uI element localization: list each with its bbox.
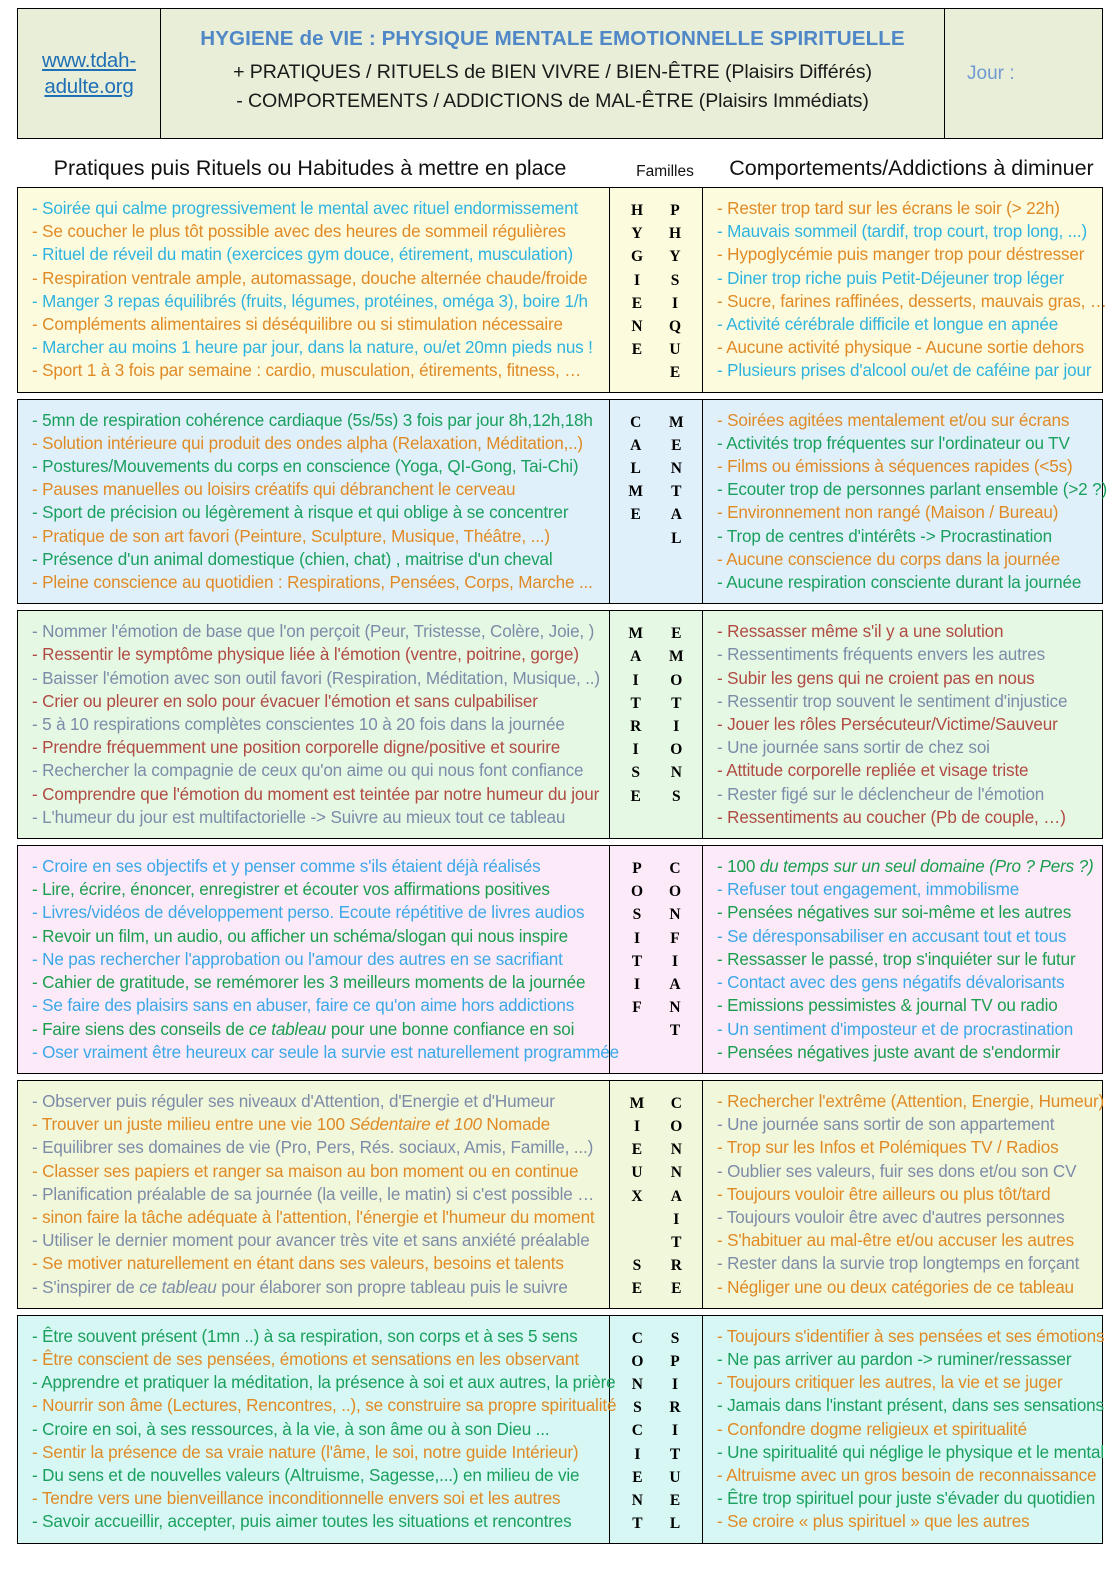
family-letter: G	[630, 248, 643, 266]
family-letter: N	[670, 764, 682, 782]
family-letter: L	[671, 529, 682, 547]
family-letter: U	[669, 341, 681, 359]
family-letter: A	[670, 506, 682, 524]
practices-list-calme-mental	[18, 400, 610, 604]
practices-list-hygiene-physique	[18, 188, 610, 392]
practice-item: - Pleine conscience au quotidien : Respirations, Pensées, Corps, Marche ...	[32, 573, 593, 593]
practice-item: - Se motiver naturellement en étant dans ses valeurs, besoins et talents	[32, 1254, 564, 1274]
practice-item: - Ne pas rechercher l'approbation ou l'amour des autres en se sacrifiant	[32, 949, 563, 969]
family-letter: X	[631, 1187, 643, 1205]
family-letter: Y	[669, 248, 681, 266]
behaviours-list-mieux-se-connaitre	[703, 1081, 1104, 1308]
practice-item: - Cahier de gratitude, se remémorer les 3 meilleurs moments de la journée	[32, 973, 586, 993]
practice-item: - Être conscient de ses pensées, émotions et sensations en les observant	[32, 1349, 579, 1369]
family-letter: O	[669, 883, 682, 901]
sections-container	[10, 187, 1109, 1544]
practice-item: - Postures/Mouvements du corps en conscience (Yoga, QI-Gong, Tai-Chi)	[32, 457, 579, 477]
practice-item: - Apprendre et pratiquer la méditation, la présence à soi et aux autres, la prière	[32, 1373, 616, 1393]
family-letter: U	[669, 1468, 681, 1486]
behaviour-item: - Mauvais sommeil (tardif, trop court, trop long, ...)	[717, 222, 1087, 242]
behaviours-list-calme-mental	[703, 400, 1107, 604]
behaviour-item: - Attitude corporelle repliée et visage triste	[717, 761, 1029, 781]
behaviour-item: - Activités trop fréquentes sur l'ordinateur ou TV	[717, 433, 1070, 453]
practice-item: - 5mn de respiration cohérence cardiaque (5s/5s) 3 fois par jour 8h,12h,18h	[32, 410, 593, 430]
practice-item: - Croire en soi, à ses ressources, à la vie, à son âme ou à son Dieu ...	[32, 1419, 550, 1439]
practice-item: - S'inspirer de ce tableau pour élaborer son propre tableau puis le suivre	[32, 1277, 568, 1297]
family-letter: T	[630, 694, 641, 712]
practices-list-positif-confiant	[18, 846, 619, 1073]
behaviour-item: - Se déresponsabiliser en accusant tout et tous	[717, 926, 1067, 946]
behaviour-item: - Rester figé sur le déclencheur de l'émotion	[717, 784, 1045, 804]
family-letter: I	[673, 718, 680, 735]
behaviour-item: - Rester trop tard sur les écrans le soir (> 22h)	[717, 199, 1060, 218]
practice-item: - Marcher au moins 1 heure par jour, dans la nature, ou/et 20mn pieds nus !	[32, 338, 593, 358]
day-label: Jour :	[967, 62, 1015, 84]
section-hygiene-physique	[17, 187, 1107, 393]
family-letter: C	[670, 1094, 682, 1112]
family-letter: I	[632, 741, 639, 759]
behaviour-item: - Ressentir trop souvent le sentiment d'injustice	[717, 691, 1068, 711]
header-title-cell	[161, 9, 945, 138]
family-letter: I	[672, 294, 679, 312]
family-letter: I	[633, 271, 640, 289]
family-letter: I	[633, 1118, 640, 1136]
column-header-practices: Pratiques puis Rituels ou Habitudes à mettre en place	[53, 156, 567, 180]
behaviour-item: - Trop de centres d'intérêts -> Procrastination	[717, 526, 1052, 546]
family-letter: Q	[669, 317, 682, 335]
family-letter: A	[630, 648, 642, 666]
family-letter: N	[670, 460, 682, 477]
practice-item: - Soirée qui calme progressivement le mental avec rituel endormissement	[32, 199, 579, 218]
practice-item: - Trouver un juste milieu entre une vie 100 Sédentaire et 100 Nomade	[32, 1115, 551, 1135]
family-column-left	[631, 1327, 643, 1543]
behaviour-item: - Rester dans la survie trop longtemps en forçant	[717, 1254, 1080, 1274]
behaviour-item: - Pensées négatives sur soi-même et les autres	[717, 903, 1072, 923]
day-field-cell[interactable]	[945, 9, 1102, 138]
behaviour-item: - Films ou émissions à séquences rapides (<5s)	[717, 457, 1073, 477]
practice-item: - Planification préalable de sa journée (la veille, le matin) si c'est possible …	[32, 1184, 595, 1204]
family-letter: F	[632, 999, 642, 1017]
column-header-families: Familles	[636, 163, 694, 180]
family-letter: E	[669, 364, 681, 382]
family-letter: S	[633, 1399, 642, 1417]
family-letter: N	[631, 317, 643, 335]
family-letter: I	[633, 929, 640, 947]
practice-item: - Respiration ventrale ample, automassage, douche alternée chaude/froide	[32, 268, 588, 288]
behaviour-item: - Un sentiment d'imposteur et de procrastination	[717, 1019, 1074, 1039]
behaviour-item: - Aucune conscience du corps dans la journée	[717, 549, 1061, 569]
behaviour-item: - Ressasser même s'il y a une solution	[717, 622, 1004, 642]
site-url-link[interactable]: www.tdah-adulte.org	[42, 48, 136, 98]
practice-item: - Faire siens des conseils de ce tableau pour une bonne confiance en soi	[32, 1019, 575, 1039]
behaviour-item: - Confondre dogme religieux et spiritualité	[717, 1419, 1027, 1439]
behaviour-item: - Pensées négatives juste avant de s'endormir	[717, 1042, 1061, 1062]
family-letter: R	[669, 1399, 681, 1417]
family-column-right	[669, 1327, 680, 1543]
practice-item: - Observer puis réguler ses niveaux d'Attention, d'Energie et d'Humeur	[32, 1091, 555, 1111]
behaviour-item: - Ne pas arriver au pardon -> ruminer/ressasser	[717, 1349, 1072, 1369]
family-letter: E	[631, 341, 643, 359]
family-letter: I	[672, 1422, 679, 1440]
family-letter: T	[632, 1515, 643, 1533]
practice-item: - Manger 3 repas équilibrés (fruits, légumes, protéines, oméga 3), boire 1/h	[32, 291, 588, 311]
family-letter: E	[631, 294, 643, 312]
practice-item: - Rechercher la compagnie de ceux qu'on aime ou qui nous font confiance	[32, 761, 584, 781]
behaviour-item: - Ressentiments fréquents envers les autres	[717, 645, 1045, 665]
family-letter: E	[631, 1280, 643, 1298]
behaviour-item: - Oublier ses valeurs, fuir ses dons et/ou son CV	[717, 1161, 1077, 1181]
family-letter: U	[631, 1164, 643, 1182]
family-letter: N	[670, 1141, 682, 1159]
behaviour-item: - Une spiritualité qui néglige le physique et le mental	[717, 1442, 1105, 1462]
behaviour-item: - Toujours critiquer les autres, la vie et se juger	[717, 1373, 1063, 1393]
behaviour-item: - Jamais dans l'instant présent, dans ses sensations	[717, 1396, 1104, 1416]
practice-item: - Sport 1 à 3 fois par semaine : cardio, musculation, étirements, fitness, …	[32, 361, 582, 381]
behaviour-item: - Être trop spirituel pour juste s'évader du quotidien	[717, 1489, 1096, 1509]
practice-item: - Du sens et de nouvelles valeurs (Altruisme, Sagesse,...) en milieu de vie	[32, 1465, 580, 1485]
behaviour-item: - Toujours vouloir être avec d'autres personnes	[717, 1207, 1065, 1227]
family-letter: T	[631, 952, 643, 970]
family-letter: R	[630, 718, 642, 735]
column-headers	[10, 143, 1109, 181]
family-column-left	[630, 1092, 645, 1308]
family-letter: I	[672, 1376, 679, 1394]
family-letter: E	[630, 787, 641, 805]
practice-item: - Ressentir le symptôme physique liée à l'émotion (ventre, poitrine, gorge)	[32, 645, 579, 665]
behaviours-list-hygiene-physique	[703, 188, 1107, 392]
family-letter: A	[630, 436, 642, 454]
family-letter: H	[630, 202, 643, 219]
family-letter	[630, 1231, 645, 1254]
family-letter: O	[631, 1352, 644, 1370]
behaviour-item: - Environnement non rangé (Maison / Bureau)	[717, 503, 1059, 523]
family-letters-maitrise-emotions	[610, 611, 703, 838]
practice-item: - Rituel de réveil du matin (exercices gym douce, étirement, musculation)	[32, 245, 574, 265]
family-letter: E	[631, 1141, 643, 1159]
family-letters-mieux-se-connaitre	[610, 1081, 703, 1308]
behaviour-item: - Emissions pessimistes & journal TV ou radio	[717, 996, 1058, 1016]
behaviours-list-conscient-spirituel	[703, 1316, 1104, 1543]
behaviour-item: - Toujours vouloir être ailleurs ou plus tôt/tard	[717, 1184, 1051, 1204]
practice-item: - Crier ou pleurer en solo pour évacuer l'émotion et sans culpabiliser	[32, 691, 538, 711]
family-letters-calme-mental	[610, 400, 703, 604]
section-positif-confiant	[17, 845, 1103, 1074]
section-conscient-spirituel	[17, 1315, 1103, 1544]
behaviour-item: - 100 du temps sur un seul domaine (Pro ? Pers ?)	[717, 857, 1094, 877]
family-letter: N	[669, 999, 681, 1017]
page-header	[17, 8, 1103, 139]
section-mieux-se-connaitre	[17, 1080, 1103, 1309]
practice-item: - Prendre fréquemment une position corporelle digne/positive et sourire	[32, 738, 561, 758]
practice-item: - Être souvent présent (1mn ..) à sa respiration, son corps et à ses 5 sens	[32, 1326, 578, 1346]
family-letter: T	[669, 1445, 681, 1463]
family-letter: R	[670, 1257, 682, 1275]
column-header-behaviours: Comportements/Addictions à diminuer	[729, 156, 1094, 180]
site-logo-cell	[18, 9, 161, 138]
family-letter: S	[670, 271, 680, 289]
family-letters-conscient-spirituel	[610, 1316, 703, 1543]
behaviour-item: - Ressentiments au coucher (Pb de couple, …)	[717, 807, 1066, 827]
family-letter: E	[630, 506, 641, 524]
family-letter: C	[630, 413, 642, 431]
family-letter: M	[629, 1094, 645, 1112]
practice-item: - Baisser l'émotion avec son outil favori (Respiration, Méditation, Musique, ..)	[32, 668, 600, 688]
header-line-addictions: - COMPORTEMENTS / ADDICTIONS de MAL-ÊTRE (Plaisirs Immédiats)	[236, 90, 869, 112]
family-letter: S	[672, 787, 681, 805]
family-letter: O	[670, 741, 683, 759]
family-letter: T	[671, 483, 682, 501]
behaviour-item: - Une journée sans sortir de chez soi	[717, 738, 990, 758]
family-letter: H	[669, 225, 682, 243]
section-calme-mental	[17, 399, 1108, 605]
family-letter: T	[669, 1022, 681, 1040]
behaviours-list-maitrise-emotions	[703, 611, 1102, 838]
family-column-left	[631, 199, 643, 392]
behaviour-item: - Négliger une ou deux catégories de ce tableau	[717, 1277, 1074, 1297]
family-letter: N	[631, 1376, 643, 1394]
family-letters-hygiene-physique	[610, 188, 703, 392]
header-line-practices: + PRATIQUES / RITUELS de BIEN VIVRE / BIEN-ÊTRE (Plaisirs Différés)	[233, 61, 872, 83]
family-column-right	[669, 622, 684, 838]
family-letter: M	[628, 483, 643, 501]
behaviour-item: - Activité cérébrale difficile et longue en apnée	[717, 315, 1059, 335]
page-title: HYGIENE de VIE : PHYSIQUE MENTALE EMOTIONNELLE SPIRITUELLE	[200, 27, 905, 50]
practice-item: - Nourrir son âme (Lectures, Rencontres, ..), se construire sa propre spiritualité	[32, 1396, 617, 1416]
family-letter: I	[672, 952, 679, 970]
behaviour-item: - Altruisme avec un gros besoin de reconnaissance	[717, 1465, 1097, 1485]
practice-item: - L'humeur du jour est multifactorielle -> Suivre au mieux tout ce tableau	[32, 807, 566, 827]
family-letter: F	[670, 929, 680, 947]
practice-item: - Sentir la présence de sa vraie nature (l'âme, le soi, notre guide Intérieur)	[32, 1442, 579, 1462]
behaviour-item: - Refuser tout engagement, immobilisme	[717, 880, 1020, 900]
behaviour-item: - Rechercher l'extrême (Attention, Energie, Humeur)	[717, 1091, 1105, 1111]
section-maitrise-emotions	[17, 610, 1103, 839]
family-column-left	[628, 622, 643, 838]
behaviour-item: - Ecouter trop de personnes parlant ensemble (>2 ?)	[717, 480, 1108, 500]
behaviour-item: - Se croire « plus spirituel » que les autres	[717, 1512, 1030, 1532]
practices-list-conscient-spirituel	[18, 1316, 617, 1543]
practice-item: - Présence d'un animal domestique (chien, chat) , maitrise d'un cheval	[32, 549, 553, 569]
behaviour-item: - Jouer les rôles Persécuteur/Victime/Sauveur	[717, 715, 1058, 735]
family-letter: S	[670, 1329, 680, 1347]
family-letter: I	[632, 671, 639, 689]
family-letter: L	[669, 1515, 681, 1533]
family-letter: O	[670, 1118, 683, 1136]
behaviours-list-positif-confiant	[703, 846, 1102, 1073]
practice-item: - Tendre vers une bienveillance inconditionnelle envers soi et les autres	[32, 1489, 561, 1509]
family-column-left	[631, 857, 643, 1073]
family-letter: E	[671, 625, 682, 643]
behaviour-item: - Plusieurs prises d'alcool ou/et de caféine par jour	[717, 361, 1092, 381]
practices-list-mieux-se-connaitre	[18, 1081, 610, 1308]
family-letter: C	[669, 860, 681, 878]
behaviour-item: - Contact avec des gens négatifs dévalorisants	[717, 973, 1065, 993]
family-letter: C	[631, 1329, 643, 1347]
practice-item: - Classer ses papiers et ranger sa maison au bon moment ou en continue	[32, 1161, 579, 1181]
practice-item: - Compléments alimentaires si déséquilibre ou si stimulation nécessaire	[32, 315, 563, 335]
practice-item: - Utiliser le dernier moment pour avancer très vite et sans anxiété préalable	[32, 1231, 590, 1251]
family-letter: E	[671, 1280, 682, 1298]
family-letter: O	[630, 883, 643, 901]
practice-item: - Pratique de son art favori (Peinture, Sculpture, Musique, Théâtre, ...)	[32, 526, 550, 546]
family-letter: S	[632, 906, 642, 924]
practice-item: - Lire, écrire, énoncer, enregistrer et écouter vos affirmations positives	[32, 880, 550, 900]
family-letter: S	[632, 1257, 642, 1275]
family-letter: Y	[631, 225, 643, 243]
family-letter: O	[670, 671, 683, 689]
family-letter: M	[669, 648, 684, 666]
family-column-right	[669, 199, 681, 392]
family-column-right	[669, 411, 684, 604]
family-letter: M	[669, 413, 684, 431]
practice-item: - Croire en ses objectifs et y penser comme s'ils étaient déjà réalisés	[32, 857, 541, 877]
family-letter: L	[630, 460, 641, 477]
family-letter: M	[628, 625, 643, 643]
family-letter: T	[671, 694, 682, 712]
practices-list-maitrise-emotions	[18, 611, 610, 838]
family-letter: C	[631, 1422, 643, 1440]
practice-item: - Se faire des plaisirs sans en abuser, faire ce qu'on aime hors addictions	[32, 996, 575, 1016]
family-letter: P	[670, 1352, 680, 1370]
behaviour-item: - Trop sur les Infos et Polémiques TV / Radios	[717, 1138, 1059, 1158]
behaviour-item: - Sucre, farines raffinées, desserts, mauvais gras, …	[717, 291, 1107, 311]
behaviour-item: - S'habituer au mal-être et/ou accuser les autres	[717, 1231, 1074, 1251]
family-letter: I	[673, 1210, 680, 1228]
practice-item: - Nommer l'émotion de base que l'on perçoit (Peur, Tristesse, Colère, Joie, )	[32, 622, 595, 642]
behaviour-item: - Aucune respiration consciente durant la journée	[717, 573, 1082, 593]
behaviour-item: - Ressasser le passé, trop s'inquiéter sur le futur	[717, 949, 1076, 969]
family-letter: I	[633, 976, 640, 994]
family-letter	[630, 1208, 645, 1231]
family-letter: E	[671, 436, 682, 454]
behaviour-item: - Diner trop riche puis Petit-Déjeuner trop léger	[717, 268, 1065, 288]
practice-item: - Pauses manuelles ou loisirs créatifs qui débranchent le cerveau	[32, 480, 516, 500]
family-column-left	[628, 411, 643, 604]
behaviour-item: - Aucune activité physique - Aucune sortie dehors	[717, 338, 1085, 358]
practice-item: - Sport de précision ou légèrement à risque et qui oblige à se concentrer	[32, 503, 569, 523]
family-letter: E	[632, 1468, 643, 1486]
practice-item: - sinon faire la tâche adéquate à l'attention, l'énergie et l'humeur du moment	[32, 1207, 595, 1227]
family-letter: T	[671, 1234, 682, 1252]
behaviour-item: - Subir les gens qui ne croient pas en nous	[717, 668, 1035, 688]
family-letter: S	[631, 764, 640, 782]
practice-item: - Equilibrer ses domaines de vie (Pro, Pers, Rés. sociaux, Amis, Famille, ...)	[32, 1138, 594, 1158]
family-letter: A	[669, 976, 681, 994]
family-column-right	[670, 1092, 682, 1308]
family-letter: I	[634, 1445, 641, 1463]
practice-item: - Livres/vidéos de développement perso. Ecoute répétitive de livres audios	[32, 903, 585, 923]
family-letters-positif-confiant	[610, 846, 703, 1073]
family-column-right	[669, 857, 681, 1073]
family-letter: A	[670, 1187, 682, 1205]
practice-item: - Savoir accueillir, accepter, puis aimer toutes les situations et rencontres	[32, 1512, 572, 1532]
family-letter: P	[632, 860, 642, 878]
behaviour-item: - Hypoglycémie puis manger trop pour déstresser	[717, 245, 1085, 265]
practice-item: - Se coucher le plus tôt possible avec des heures de sommeil régulières	[32, 222, 566, 242]
family-letter: E	[669, 1492, 681, 1510]
family-letter: N	[669, 906, 681, 924]
practice-item: - Comprendre que l'émotion du moment est teintée par notre humeur du jour	[32, 784, 600, 804]
behaviour-item: - Une journée sans sortir de son appartement	[717, 1115, 1055, 1135]
practice-item: - Oser vraiment être heureux car seule la survie est naturellement programmée	[32, 1042, 619, 1062]
family-letter: N	[631, 1492, 643, 1510]
family-letter: P	[670, 202, 680, 219]
family-letter: N	[670, 1164, 682, 1182]
behaviour-item: - Toujours s'identifier à ses pensées et ses émotions	[717, 1326, 1105, 1346]
practice-item: - Revoir un film, un audio, ou afficher un schéma/slogan qui nous inspire	[32, 926, 569, 946]
practice-item: - Solution intérieure qui produit des ondes alpha (Relaxation, Méditation,..)	[32, 433, 583, 453]
behaviour-item: - Soirées agitées mentalement et/ou sur écrans	[717, 410, 1070, 430]
practice-item: - 5 à 10 respirations complètes conscientes 10 à 20 fois dans la journée	[32, 715, 565, 735]
